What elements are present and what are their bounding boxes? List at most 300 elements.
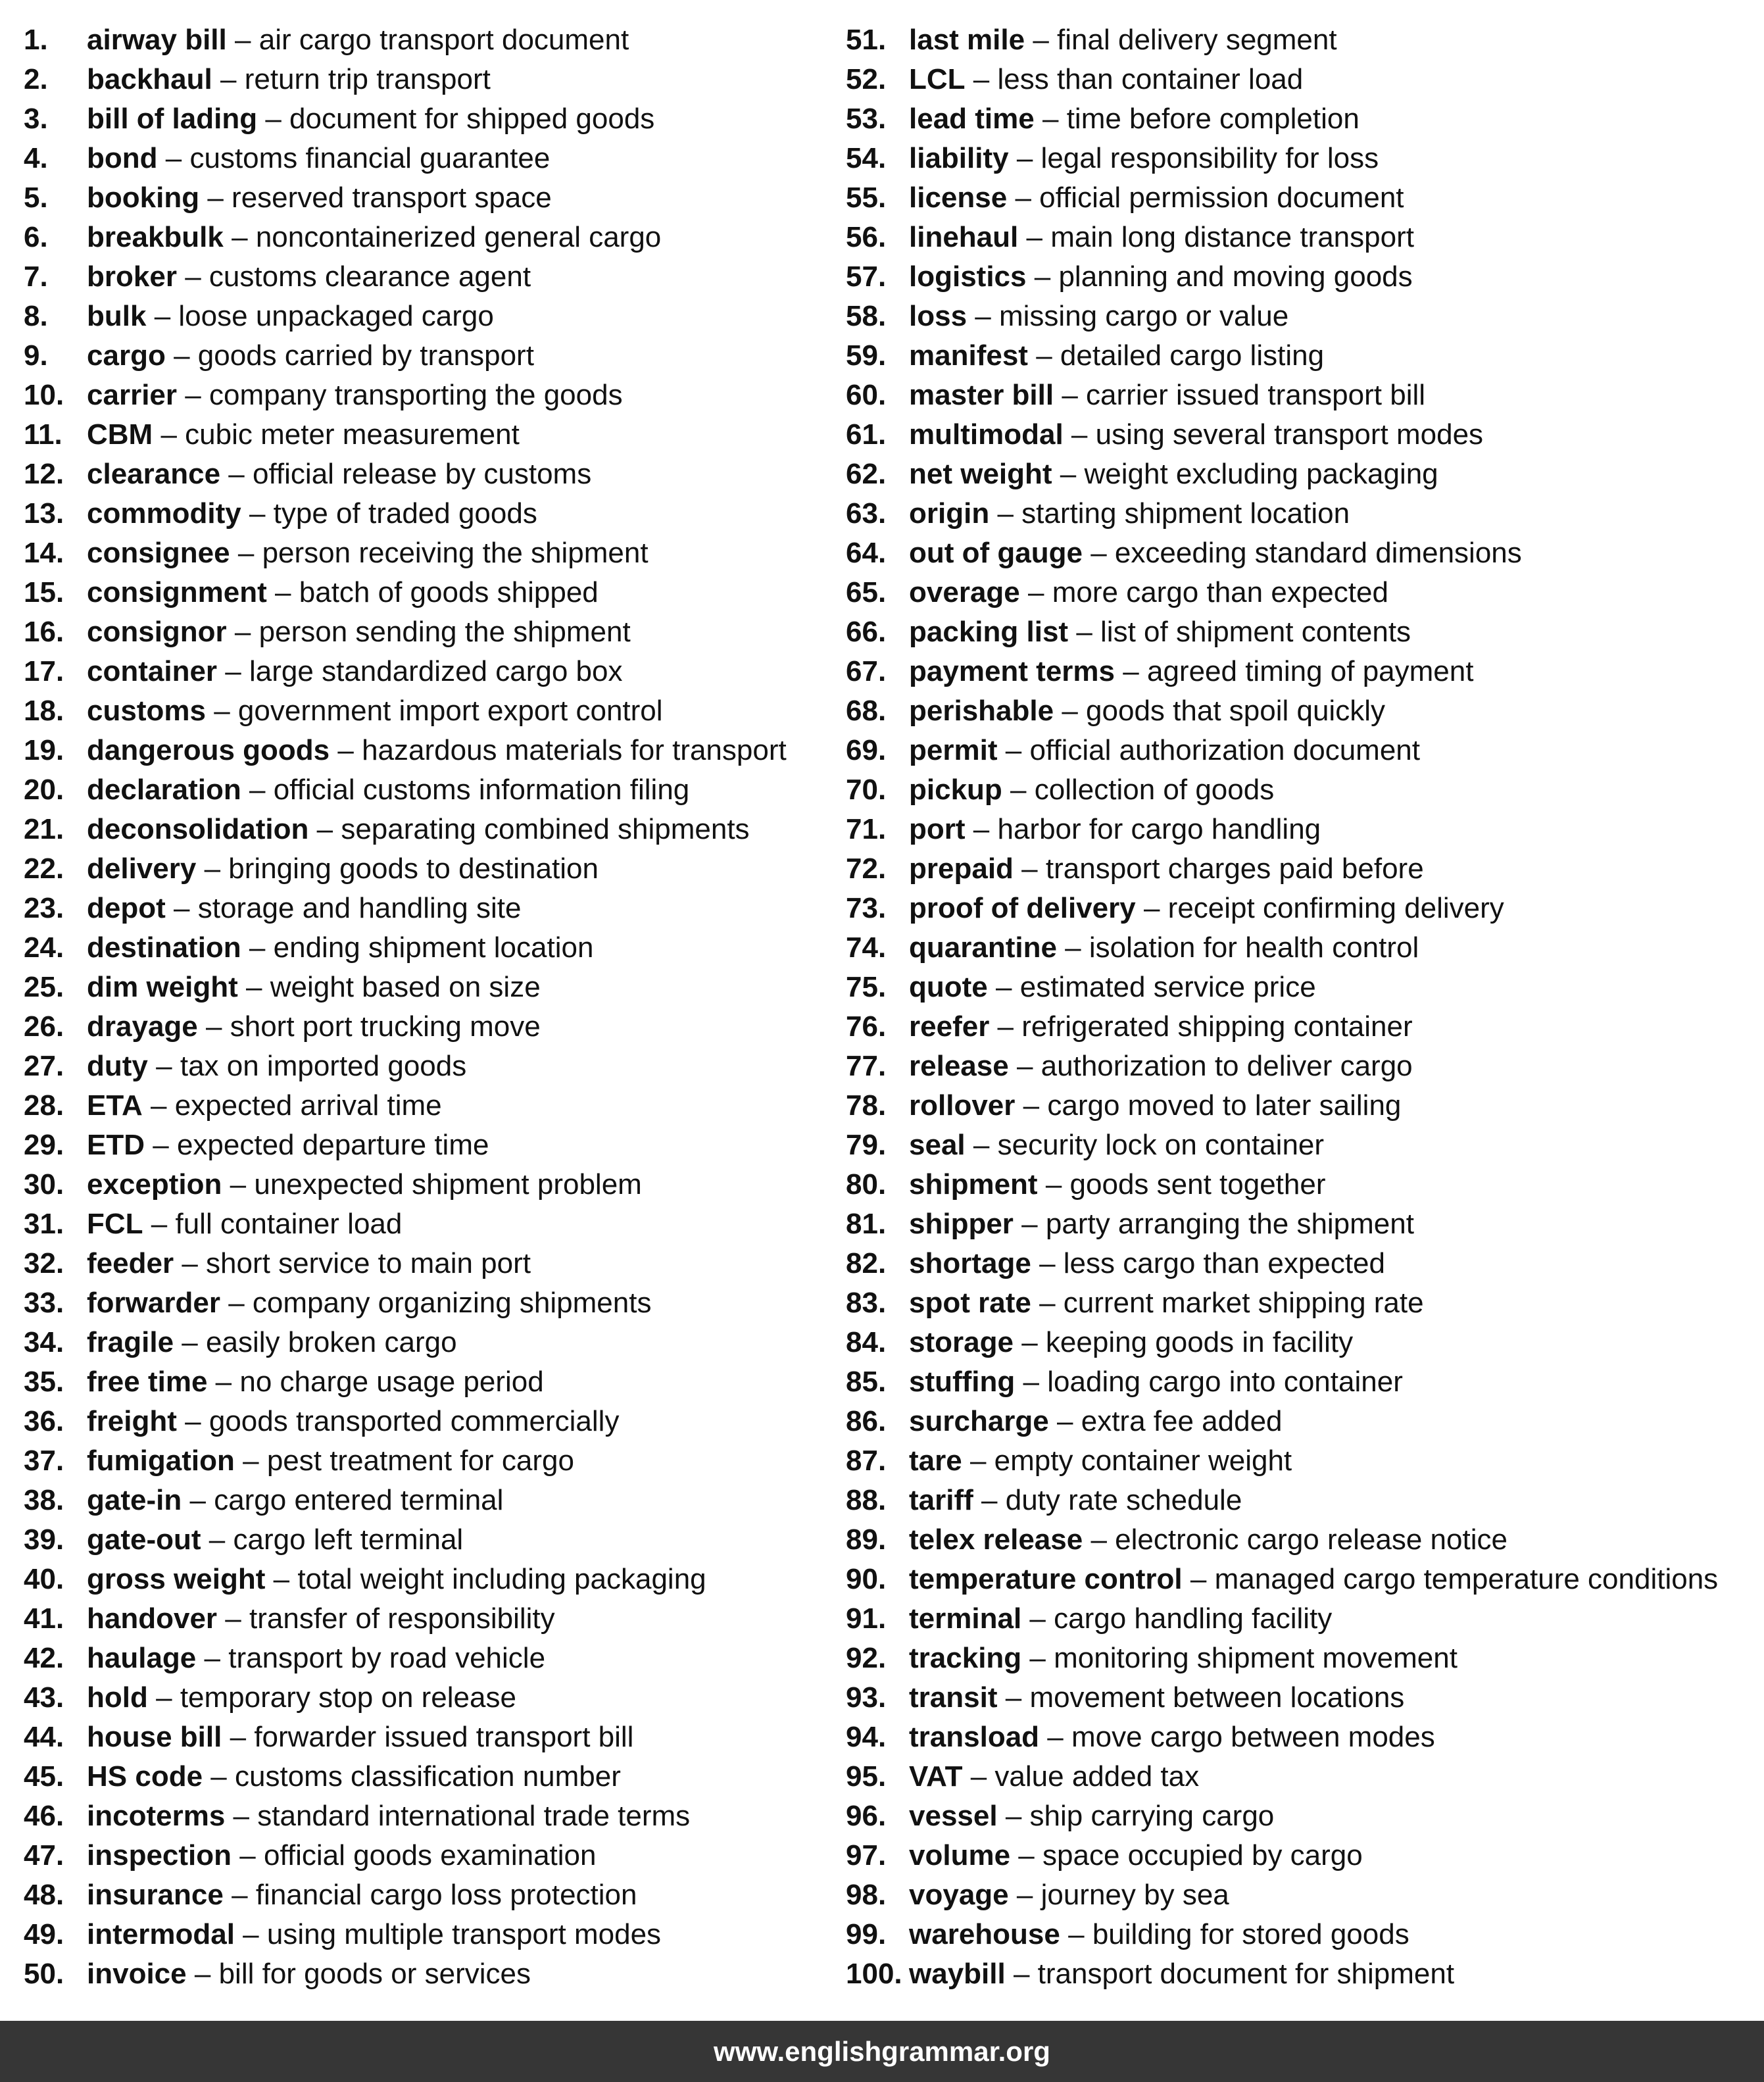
entry-definition: keeping goods in facility: [1045, 1326, 1354, 1358]
glossary-entry: [24, 1362, 833, 1402]
glossary-entry: [846, 533, 1764, 573]
entry-number: 80.: [846, 1168, 887, 1201]
entry-number: 54.: [846, 142, 887, 174]
entry-separator: –: [1076, 616, 1092, 648]
entry-term: LCL: [909, 63, 966, 95]
glossary-entry: [24, 1678, 833, 1718]
entry-definition: party arranging the shipment: [1045, 1208, 1414, 1240]
entry-definition: large standardized cargo box: [249, 655, 623, 687]
entry-definition: authorization to deliver cargo: [1041, 1050, 1413, 1082]
glossary-entry: [24, 1639, 833, 1678]
entry-definition: batch of goods shipped: [299, 576, 599, 608]
entry-definition: temporary stop on release: [180, 1681, 516, 1714]
entry-term: cargo: [87, 339, 166, 372]
entry-definition: legal responsibility for loss: [1041, 142, 1379, 174]
glossary-entry: [24, 1481, 833, 1520]
entry-separator: –: [235, 24, 251, 56]
entry-term: incoterms: [87, 1800, 226, 1832]
entry-number: 23.: [24, 892, 64, 924]
glossary-entry: [846, 1639, 1764, 1678]
entry-term: customs: [87, 695, 206, 727]
entry-definition: exceeding standard dimensions: [1114, 537, 1522, 569]
entry-term: bond: [87, 142, 158, 174]
entry-number: 30.: [24, 1168, 64, 1201]
glossary-entry: [24, 1875, 833, 1915]
entry-number: 78.: [846, 1089, 887, 1122]
glossary-entry: [24, 652, 833, 691]
glossary-entry: [846, 1757, 1764, 1797]
footer-url[interactable]: www.englishgrammar.org: [714, 2036, 1050, 2067]
entry-term: depot: [87, 892, 166, 924]
entry-term: house bill: [87, 1721, 222, 1753]
entry-term: shortage: [909, 1247, 1031, 1279]
entry-number: 21.: [24, 813, 64, 845]
entry-term: quarantine: [909, 931, 1057, 964]
entry-number: 99.: [846, 1918, 887, 1950]
entry-term: gross weight: [87, 1563, 266, 1595]
entry-number: 61.: [846, 418, 887, 451]
entry-separator: –: [1062, 695, 1078, 727]
entry-definition: main long distance transport: [1050, 221, 1414, 253]
entry-number: 65.: [846, 576, 887, 608]
entry-term: net weight: [909, 458, 1052, 490]
entry-term: license: [909, 182, 1008, 214]
glossary-entry: [24, 612, 833, 652]
entry-separator: –: [1090, 1524, 1107, 1556]
entry-number: 69.: [846, 734, 887, 766]
entry-term: commodity: [87, 497, 241, 530]
entry-term: telex release: [909, 1524, 1083, 1556]
entry-separator: –: [1057, 1405, 1073, 1437]
entry-separator: –: [151, 1208, 168, 1240]
entry-separator: –: [975, 300, 991, 332]
entry-definition: type of traded goods: [273, 497, 537, 530]
entry-separator: –: [973, 813, 990, 845]
glossary-entry: [846, 1007, 1764, 1047]
entry-term: handover: [87, 1602, 218, 1635]
entry-definition: duty rate schedule: [1005, 1484, 1242, 1516]
glossary-entry: [846, 60, 1764, 99]
entry-definition: expected departure time: [176, 1129, 489, 1161]
entry-number: 4.: [24, 142, 48, 174]
entry-definition: cargo entered terminal: [214, 1484, 504, 1516]
entry-separator: –: [234, 616, 251, 648]
entry-term: destination: [87, 931, 241, 964]
entry-definition: extra fee added: [1081, 1405, 1283, 1437]
entry-number: 92.: [846, 1642, 887, 1674]
entry-definition: planning and moving goods: [1058, 260, 1413, 293]
entry-separator: –: [174, 339, 190, 372]
entry-term: consignment: [87, 576, 267, 608]
glossary-entry: [846, 810, 1764, 849]
entry-term: surcharge: [909, 1405, 1049, 1437]
entry-definition: easily broken cargo: [206, 1326, 457, 1358]
glossary-entry: [24, 731, 833, 770]
entry-term: gate-out: [87, 1524, 201, 1556]
entry-number: 42.: [24, 1642, 64, 1674]
entry-definition: list of shipment contents: [1100, 616, 1411, 648]
entry-number: 22.: [24, 853, 64, 885]
glossary-entry: [24, 533, 833, 573]
glossary-entry: [24, 139, 833, 178]
entry-separator: –: [204, 1642, 220, 1674]
entry-number: 36.: [24, 1405, 64, 1437]
entry-definition: weight excluding packaging: [1084, 458, 1438, 490]
entry-separator: –: [182, 1326, 198, 1358]
entry-separator: –: [249, 774, 266, 806]
entry-number: 41.: [24, 1602, 64, 1635]
entry-number: 79.: [846, 1129, 887, 1161]
entry-number: 20.: [24, 774, 64, 806]
entry-separator: –: [1021, 853, 1038, 885]
glossary-entry: [846, 731, 1764, 770]
glossary-entry: [846, 494, 1764, 533]
entry-number: 24.: [24, 931, 64, 964]
entry-definition: less than container load: [997, 63, 1304, 95]
entry-definition: official customs information filing: [273, 774, 690, 806]
entry-definition: government import export control: [237, 695, 663, 727]
glossary-entry: [846, 218, 1764, 257]
glossary-entry: [846, 1244, 1764, 1283]
entry-term: rollover: [909, 1089, 1016, 1122]
entry-separator: –: [316, 813, 333, 845]
entry-definition: monitoring shipment movement: [1054, 1642, 1458, 1674]
entry-number: 47.: [24, 1839, 64, 1871]
entry-separator: –: [1023, 1366, 1040, 1398]
entry-term: dangerous goods: [87, 734, 330, 766]
entry-separator: –: [1026, 221, 1042, 253]
entry-definition: official authorization document: [1029, 734, 1420, 766]
glossary-entry: [24, 928, 833, 968]
entry-separator: –: [243, 1918, 259, 1950]
entry-term: declaration: [87, 774, 241, 806]
entry-definition: cargo handling facility: [1054, 1602, 1333, 1635]
glossary-entry: [846, 1481, 1764, 1520]
glossary-entry: [846, 1599, 1764, 1639]
glossary-entry: [846, 1915, 1764, 1954]
glossary-entry: [846, 1126, 1764, 1165]
entry-separator: –: [1029, 1602, 1046, 1635]
entry-definition: standard international trade terms: [257, 1800, 691, 1832]
entry-number: 34.: [24, 1326, 64, 1358]
entry-number: 98.: [846, 1879, 887, 1911]
entry-term: terminal: [909, 1602, 1022, 1635]
entry-separator: –: [1005, 1800, 1022, 1832]
entry-separator: –: [182, 1247, 198, 1279]
glossary-entry: [846, 1086, 1764, 1126]
entry-definition: final delivery segment: [1057, 24, 1337, 56]
entry-separator: –: [981, 1484, 998, 1516]
glossary-entry: [24, 1323, 833, 1362]
entry-number: 93.: [846, 1681, 887, 1714]
entry-number: 26.: [24, 1010, 64, 1043]
entry-term: permit: [909, 734, 998, 766]
entry-definition: tax on imported goods: [180, 1050, 467, 1082]
entry-separator: –: [1005, 734, 1022, 766]
entry-definition: more cargo than expected: [1052, 576, 1388, 608]
entry-definition: goods transported commercially: [208, 1405, 620, 1437]
glossary-entry: [24, 1915, 833, 1954]
entry-number: 38.: [24, 1484, 64, 1516]
glossary-entry: [24, 1757, 833, 1797]
glossary-entry: [24, 810, 833, 849]
entry-number: 2.: [24, 63, 48, 95]
entry-number: 91.: [846, 1602, 887, 1635]
entry-separator: –: [153, 1129, 169, 1161]
glossary-entry: [24, 1520, 833, 1560]
entry-separator: –: [249, 931, 266, 964]
glossary-entry: [846, 99, 1764, 139]
glossary-entry: [846, 652, 1764, 691]
glossary-entry: [24, 1283, 833, 1323]
glossary-entry: [846, 1836, 1764, 1875]
entry-separator: –: [1039, 1247, 1056, 1279]
entry-separator: –: [1143, 892, 1160, 924]
entry-term: shipment: [909, 1168, 1038, 1201]
glossary-entry: [24, 1599, 833, 1639]
entry-separator: –: [239, 1839, 256, 1871]
entry-definition: goods carried by transport: [197, 339, 534, 372]
entry-number: 3.: [24, 103, 48, 135]
entry-term: VAT: [909, 1760, 963, 1793]
entry-term: shipper: [909, 1208, 1014, 1240]
entry-term: tare: [909, 1445, 962, 1477]
entry-separator: –: [1036, 339, 1052, 372]
entry-separator: –: [1068, 1918, 1085, 1950]
glossary-entry: [24, 889, 833, 928]
entry-term: storage: [909, 1326, 1014, 1358]
entry-number: 74.: [846, 931, 887, 964]
entry-term: overage: [909, 576, 1020, 608]
entry-definition: collection of goods: [1034, 774, 1275, 806]
glossary-entry: [24, 376, 833, 415]
entry-number: 75.: [846, 971, 887, 1003]
entry-definition: goods that spoil quickly: [1086, 695, 1385, 727]
entry-term: haulage: [87, 1642, 197, 1674]
entry-separator: –: [1029, 1642, 1046, 1674]
glossary-entry: [846, 889, 1764, 928]
entry-definition: transport charges paid before: [1045, 853, 1424, 885]
glossary-entry: [24, 20, 833, 60]
glossary-entry: [24, 1244, 833, 1283]
entry-term: spot rate: [909, 1287, 1031, 1319]
entry-term: reefer: [909, 1010, 990, 1043]
entry-number: 49.: [24, 1918, 64, 1950]
entry-separator: –: [1021, 1326, 1038, 1358]
entry-number: 35.: [24, 1366, 64, 1398]
entry-number: 40.: [24, 1563, 64, 1595]
entry-definition: less cargo than expected: [1063, 1247, 1385, 1279]
entry-term: bill of lading: [87, 103, 258, 135]
entry-term: gate-in: [87, 1484, 182, 1516]
entry-term: duty: [87, 1050, 148, 1082]
entry-separator: –: [232, 1879, 248, 1911]
glossary-entry: [846, 257, 1764, 297]
footer-bar: [0, 2021, 1764, 2082]
glossary-entry: [846, 1441, 1764, 1481]
glossary-entry: [24, 99, 833, 139]
entry-separator: –: [1005, 1681, 1022, 1714]
glossary-entry: [24, 297, 833, 336]
entry-separator: –: [189, 1484, 206, 1516]
entry-term: breakbulk: [87, 221, 224, 253]
entry-number: 77.: [846, 1050, 887, 1082]
entry-term: invoice: [87, 1958, 187, 1990]
entry-definition: hazardous materials for transport: [362, 734, 787, 766]
entry-number: 64.: [846, 537, 887, 569]
entry-term: multimodal: [909, 418, 1064, 451]
entry-separator: –: [996, 971, 1012, 1003]
entry-number: 95.: [846, 1760, 887, 1793]
entry-separator: –: [237, 537, 255, 569]
entry-term: master bill: [909, 379, 1054, 411]
entry-separator: –: [1071, 418, 1088, 451]
entry-definition: bringing goods to destination: [228, 853, 599, 885]
entry-number: 88.: [846, 1484, 887, 1516]
entry-number: 44.: [24, 1721, 64, 1753]
entry-separator: –: [1023, 1089, 1040, 1122]
glossary-entry: [24, 178, 833, 218]
glossary-entry: [846, 336, 1764, 376]
entry-term: fragile: [87, 1326, 174, 1358]
entry-separator: –: [1015, 182, 1031, 214]
glossary-entry: [24, 494, 833, 533]
entry-term: bulk: [87, 300, 147, 332]
entry-term: liability: [909, 142, 1009, 174]
entry-definition: customs clearance agent: [208, 260, 531, 293]
entry-separator: –: [225, 1602, 241, 1635]
entry-separator: –: [207, 182, 224, 214]
entry-number: 84.: [846, 1326, 887, 1358]
entry-term: quote: [909, 971, 988, 1003]
glossary-entry: [846, 1283, 1764, 1323]
entry-number: 53.: [846, 103, 887, 135]
entry-definition: isolation for health control: [1089, 931, 1419, 964]
entry-number: 29.: [24, 1129, 64, 1161]
entry-number: 67.: [846, 655, 887, 687]
entry-term: waybill: [909, 1958, 1006, 1990]
entry-number: 28.: [24, 1089, 64, 1122]
entry-definition: managed cargo temperature conditions: [1214, 1563, 1719, 1595]
entry-term: broker: [87, 260, 177, 293]
entry-separator: –: [1033, 24, 1049, 56]
entry-separator: –: [206, 1010, 222, 1043]
entry-number: 50.: [24, 1958, 64, 1990]
glossary-entry: [24, 1797, 833, 1836]
glossary-entry: [846, 1204, 1764, 1244]
entry-term: lead time: [909, 103, 1035, 135]
entry-definition: agreed timing of payment: [1146, 655, 1474, 687]
glossary-entry: [846, 376, 1764, 415]
entry-separator: –: [1018, 1839, 1035, 1871]
entry-separator: –: [1039, 1287, 1056, 1319]
glossary-entry: [24, 1402, 833, 1441]
entry-term: warehouse: [909, 1918, 1060, 1950]
entry-number: 6.: [24, 221, 48, 253]
entry-term: dim weight: [87, 971, 238, 1003]
entry-number: 76.: [846, 1010, 887, 1043]
glossary-entry: [24, 1560, 833, 1599]
entry-separator: –: [230, 1721, 247, 1753]
entry-definition: time before completion: [1066, 103, 1360, 135]
entry-definition: cubic meter measurement: [185, 418, 520, 451]
entry-separator: –: [1013, 1958, 1030, 1990]
entry-separator: –: [1190, 1563, 1207, 1595]
entry-term: deconsolidation: [87, 813, 309, 845]
entry-definition: forwarder issued transport bill: [254, 1721, 634, 1753]
entry-number: 1.: [24, 24, 48, 56]
entry-separator: –: [1034, 260, 1051, 293]
entry-definition: empty container weight: [994, 1445, 1292, 1477]
entry-term: feeder: [87, 1247, 174, 1279]
entry-definition: security lock on container: [997, 1129, 1325, 1161]
entry-term: ETA: [87, 1089, 143, 1122]
glossary-entry: [24, 1165, 833, 1204]
glossary-entry: [846, 928, 1764, 968]
entry-term: intermodal: [87, 1918, 235, 1950]
entry-term: HS code: [87, 1760, 203, 1793]
glossary-entry: [24, 1007, 833, 1047]
entry-definition: loose unpackaged cargo: [178, 300, 494, 332]
glossary-entry: [846, 139, 1764, 178]
entry-separator: –: [1065, 931, 1081, 964]
entry-number: 56.: [846, 221, 887, 253]
entry-definition: separating combined shipments: [341, 813, 750, 845]
glossary-entry: [846, 1954, 1764, 1994]
entry-separator: –: [210, 1760, 227, 1793]
entry-definition: carrier issued transport bill: [1086, 379, 1426, 411]
glossary-entry: [846, 178, 1764, 218]
glossary-entry: [24, 257, 833, 297]
entry-separator: –: [160, 418, 177, 451]
entry-term: perishable: [909, 695, 1054, 727]
glossary-entry: [24, 691, 833, 731]
entry-term: drayage: [87, 1010, 198, 1043]
entry-definition: electronic cargo release notice: [1115, 1524, 1507, 1556]
entry-term: voyage: [909, 1879, 1009, 1911]
glossary-entry: [846, 20, 1764, 60]
entry-number: 58.: [846, 300, 887, 332]
entry-separator: –: [1010, 774, 1027, 806]
entry-separator: –: [228, 1287, 245, 1319]
entry-definition: company transporting the goods: [208, 379, 623, 411]
entry-separator: –: [970, 1760, 987, 1793]
entry-term: fumigation: [87, 1445, 235, 1477]
entry-definition: no charge usage period: [239, 1366, 544, 1398]
entry-definition: using several transport modes: [1095, 418, 1484, 451]
entry-term: out of gauge: [909, 537, 1083, 569]
entry-definition: ending shipment location: [273, 931, 594, 964]
entry-definition: storage and handling site: [197, 892, 522, 924]
entry-separator: –: [1090, 537, 1107, 569]
entry-separator: –: [969, 1445, 987, 1477]
entry-number: 5.: [24, 182, 48, 214]
entry-separator: –: [997, 1010, 1014, 1043]
entry-definition: full container load: [175, 1208, 403, 1240]
entry-number: 51.: [846, 24, 887, 56]
entry-term: exception: [87, 1168, 222, 1201]
entry-term: backhaul: [87, 63, 212, 95]
glossary-entry: [846, 1520, 1764, 1560]
entry-definition: short port trucking move: [230, 1010, 541, 1043]
entry-term: logistics: [909, 260, 1027, 293]
entry-number: 33.: [24, 1287, 64, 1319]
entry-term: inspection: [87, 1839, 232, 1871]
entry-definition: noncontainerized general cargo: [255, 221, 662, 253]
entry-separator: –: [275, 576, 291, 608]
entry-definition: estimated service price: [1019, 971, 1316, 1003]
entry-separator: –: [154, 300, 171, 332]
